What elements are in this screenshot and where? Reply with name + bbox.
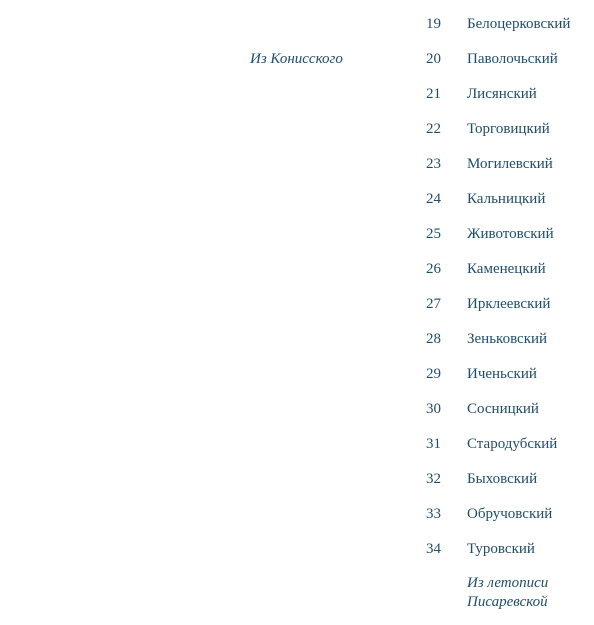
item-number: 34: [426, 541, 441, 557]
item-number: 21: [426, 86, 441, 102]
item-number: 24: [426, 191, 441, 207]
item-number: 27: [426, 296, 441, 312]
item-number: 25: [426, 226, 441, 242]
list-item: [0, 118, 594, 140]
list-item: [0, 468, 594, 490]
list-item: [0, 223, 594, 245]
list-item: [0, 83, 594, 105]
list-item: [0, 433, 594, 455]
regiment-name: Кальницкий: [467, 191, 546, 207]
item-number: 23: [426, 156, 441, 172]
list-item: [0, 13, 594, 35]
regiment-name: Зеньковский: [467, 331, 548, 347]
source-note: Из Конисского: [250, 51, 343, 67]
item-number: 30: [426, 401, 441, 417]
regiment-name: Иченьский: [467, 366, 537, 382]
item-number: 22: [426, 121, 441, 137]
item-number: 31: [426, 436, 441, 452]
item-number: 26: [426, 261, 441, 277]
regiment-name: Паволочьский: [467, 51, 558, 67]
regiment-name: Белоцерковский: [467, 16, 571, 32]
regiment-name: Каменецкий: [467, 261, 546, 277]
item-number: 20: [426, 51, 441, 67]
list-item: [0, 188, 594, 210]
list-item: [0, 538, 594, 560]
item-number: 19: [426, 16, 441, 32]
list-item: [0, 258, 594, 280]
item-number: 28: [426, 331, 441, 347]
list-item: [0, 328, 594, 350]
regiment-name: Торговицкий: [467, 121, 550, 137]
regiment-name: Лисянский: [467, 86, 537, 102]
regiment-name: Сосницкий: [467, 401, 539, 417]
regiment-name: Туровский: [467, 541, 535, 557]
regiment-name: Стародубский: [467, 436, 558, 452]
list-item: [0, 363, 594, 385]
regiment-name: Быховский: [467, 471, 538, 487]
list-item: [0, 48, 594, 70]
item-number: 33: [426, 506, 441, 522]
list-item: [0, 153, 594, 175]
list-item: [0, 503, 594, 525]
source-footnote: [467, 574, 587, 612]
item-number: 32: [426, 471, 441, 487]
regiment-name: Ирклеевский: [467, 296, 551, 312]
list-item: [0, 398, 594, 420]
footnote-line: Из летописи: [467, 575, 549, 591]
regiment-name: Могилевский: [467, 156, 553, 172]
item-number: 29: [426, 366, 441, 382]
footnote-line: Писаревской: [467, 594, 548, 610]
list-item: [0, 293, 594, 315]
regiment-name: Животовский: [467, 226, 554, 242]
regiment-name: Обручовский: [467, 506, 553, 522]
